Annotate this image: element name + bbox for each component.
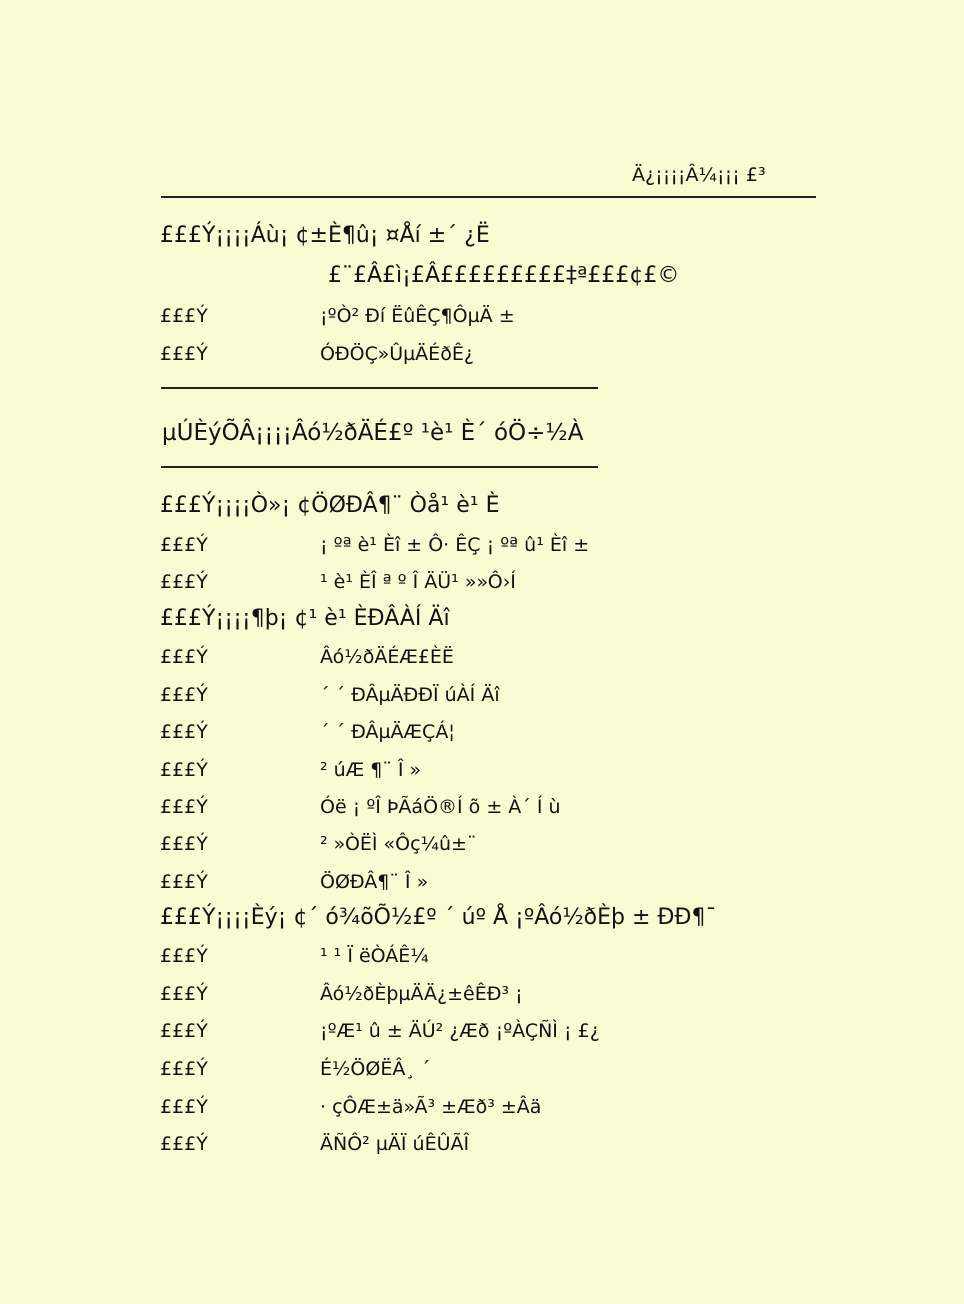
toc-entry-number: £££Ý [160, 1020, 208, 1042]
toc-entry-text: Óë ¡ ºÎ ÞÃáÖ®Í õ ± À´ Í ù [320, 796, 561, 818]
toc-entry-text: Âó½ðÈþµÄÄ¿±êÊÐ³ ¡ [320, 983, 523, 1005]
toc-entry-text: Âó½ðÄÉÆ£ÈË [320, 646, 454, 668]
toc-entry-text: É½ÖØËÂ¸ ´ [320, 1058, 431, 1080]
toc-entry-number: £££Ý [160, 983, 208, 1005]
toc-entry-number: £££Ý [160, 1096, 208, 1118]
toc-entry-text: ² »ÒËÌ «Ôç¼û±¨ [320, 833, 477, 855]
section-title: µÚÈýÕÂ¡¡¡¡Âó½ðÄÉ£º ¹è¹ È´ óÖ÷½À [162, 420, 584, 446]
toc-entry-number: £££Ý [160, 646, 208, 668]
toc-entry-number: £££Ý [160, 759, 208, 781]
toc-entry-text: ² úÆ ¶¨ Î » [320, 759, 422, 781]
toc-chapter-line: £££Ý¡¡¡¡Èý¡ ¢´ ó¾õÕ½£º ´ úº Å ¡ºÂó½ðÈþ ± ÐÐ¶¯ [160, 905, 717, 930]
toc-subtitle-line: £¨£Â£ì¡£Â£££££££££‡ª£££¢£© [328, 263, 680, 288]
toc-chapter-line: £££Ý¡¡¡¡Áù¡ ¢±È¶û¡ ¤Åí ±´ ¿Ë [160, 223, 490, 248]
toc-entry-text: ¹ è¹ ÈÎ ª º Î ÄÜ¹ »»Ô›Í [320, 571, 516, 593]
toc-entry-text: ´ ´ ÐÂµÄÆÇÁ¦ [320, 721, 455, 743]
toc-entry-text: ÓÐÖÇ»ÛµÄÉðÊ¿ [320, 343, 474, 365]
section-rule-bottom [161, 466, 598, 468]
toc-entry-number: £££Ý [160, 1133, 208, 1155]
toc-entry-text: ÖØÐÂ¶¨ Î » [320, 871, 429, 893]
toc-entry-number: £££Ý [160, 571, 208, 593]
toc-entry-number: £££Ý [160, 833, 208, 855]
toc-entry-number: £££Ý [160, 684, 208, 706]
toc-entry-number: £££Ý [160, 534, 208, 556]
toc-entry-text: ´ ´ ÐÂµÄÐÐÏ úÀÍ Äî [320, 684, 500, 706]
toc-entry-number: £££Ý [160, 343, 208, 365]
toc-entry-number: £££Ý [160, 945, 208, 967]
section-rule-top [161, 387, 598, 389]
toc-chapter-line: £££Ý¡¡¡¡¶þ¡ ¢¹ è¹ ÈÐÂÀÍ Äî [160, 606, 450, 631]
toc-entry-number: £££Ý [160, 871, 208, 893]
toc-entry-text: ¡ ºª è¹ Èî ± Ô· ÊÇ ¡ ºª û¹ Èî ± [320, 534, 590, 556]
toc-entry-number: £££Ý [160, 305, 208, 327]
toc-entry-text: ¡ºÒ² Ðí ËûÊÇ¶ÔµÄ ± [320, 305, 515, 327]
header-rule [161, 196, 816, 198]
header-label: Ä¿¡¡¡¡Â¼¡¡¡ £³ [632, 164, 766, 186]
toc-chapter-line: £££Ý¡¡¡¡Ò»¡ ¢ÖØÐÂ¶¨ Òå¹ è¹ È [160, 493, 500, 518]
toc-entry-number: £££Ý [160, 721, 208, 743]
toc-entry-text: ¹ ¹ Ï ëÒÁÊ¼ [320, 945, 429, 967]
toc-entry-text: ÄÑÔ² µÄÏ úÊÛÃÎ [320, 1133, 470, 1155]
toc-entry-text: · çÔÆ±ä»Ã³ ±Æð³ ±Âä [320, 1096, 542, 1118]
toc-entry-text: ¡ºÆ¹ û ± ÄÚ² ¿Æð ¡ºÀÇÑÌ ¡ £¿ [320, 1020, 600, 1042]
toc-entry-number: £££Ý [160, 796, 208, 818]
toc-entry-number: £££Ý [160, 1058, 208, 1080]
